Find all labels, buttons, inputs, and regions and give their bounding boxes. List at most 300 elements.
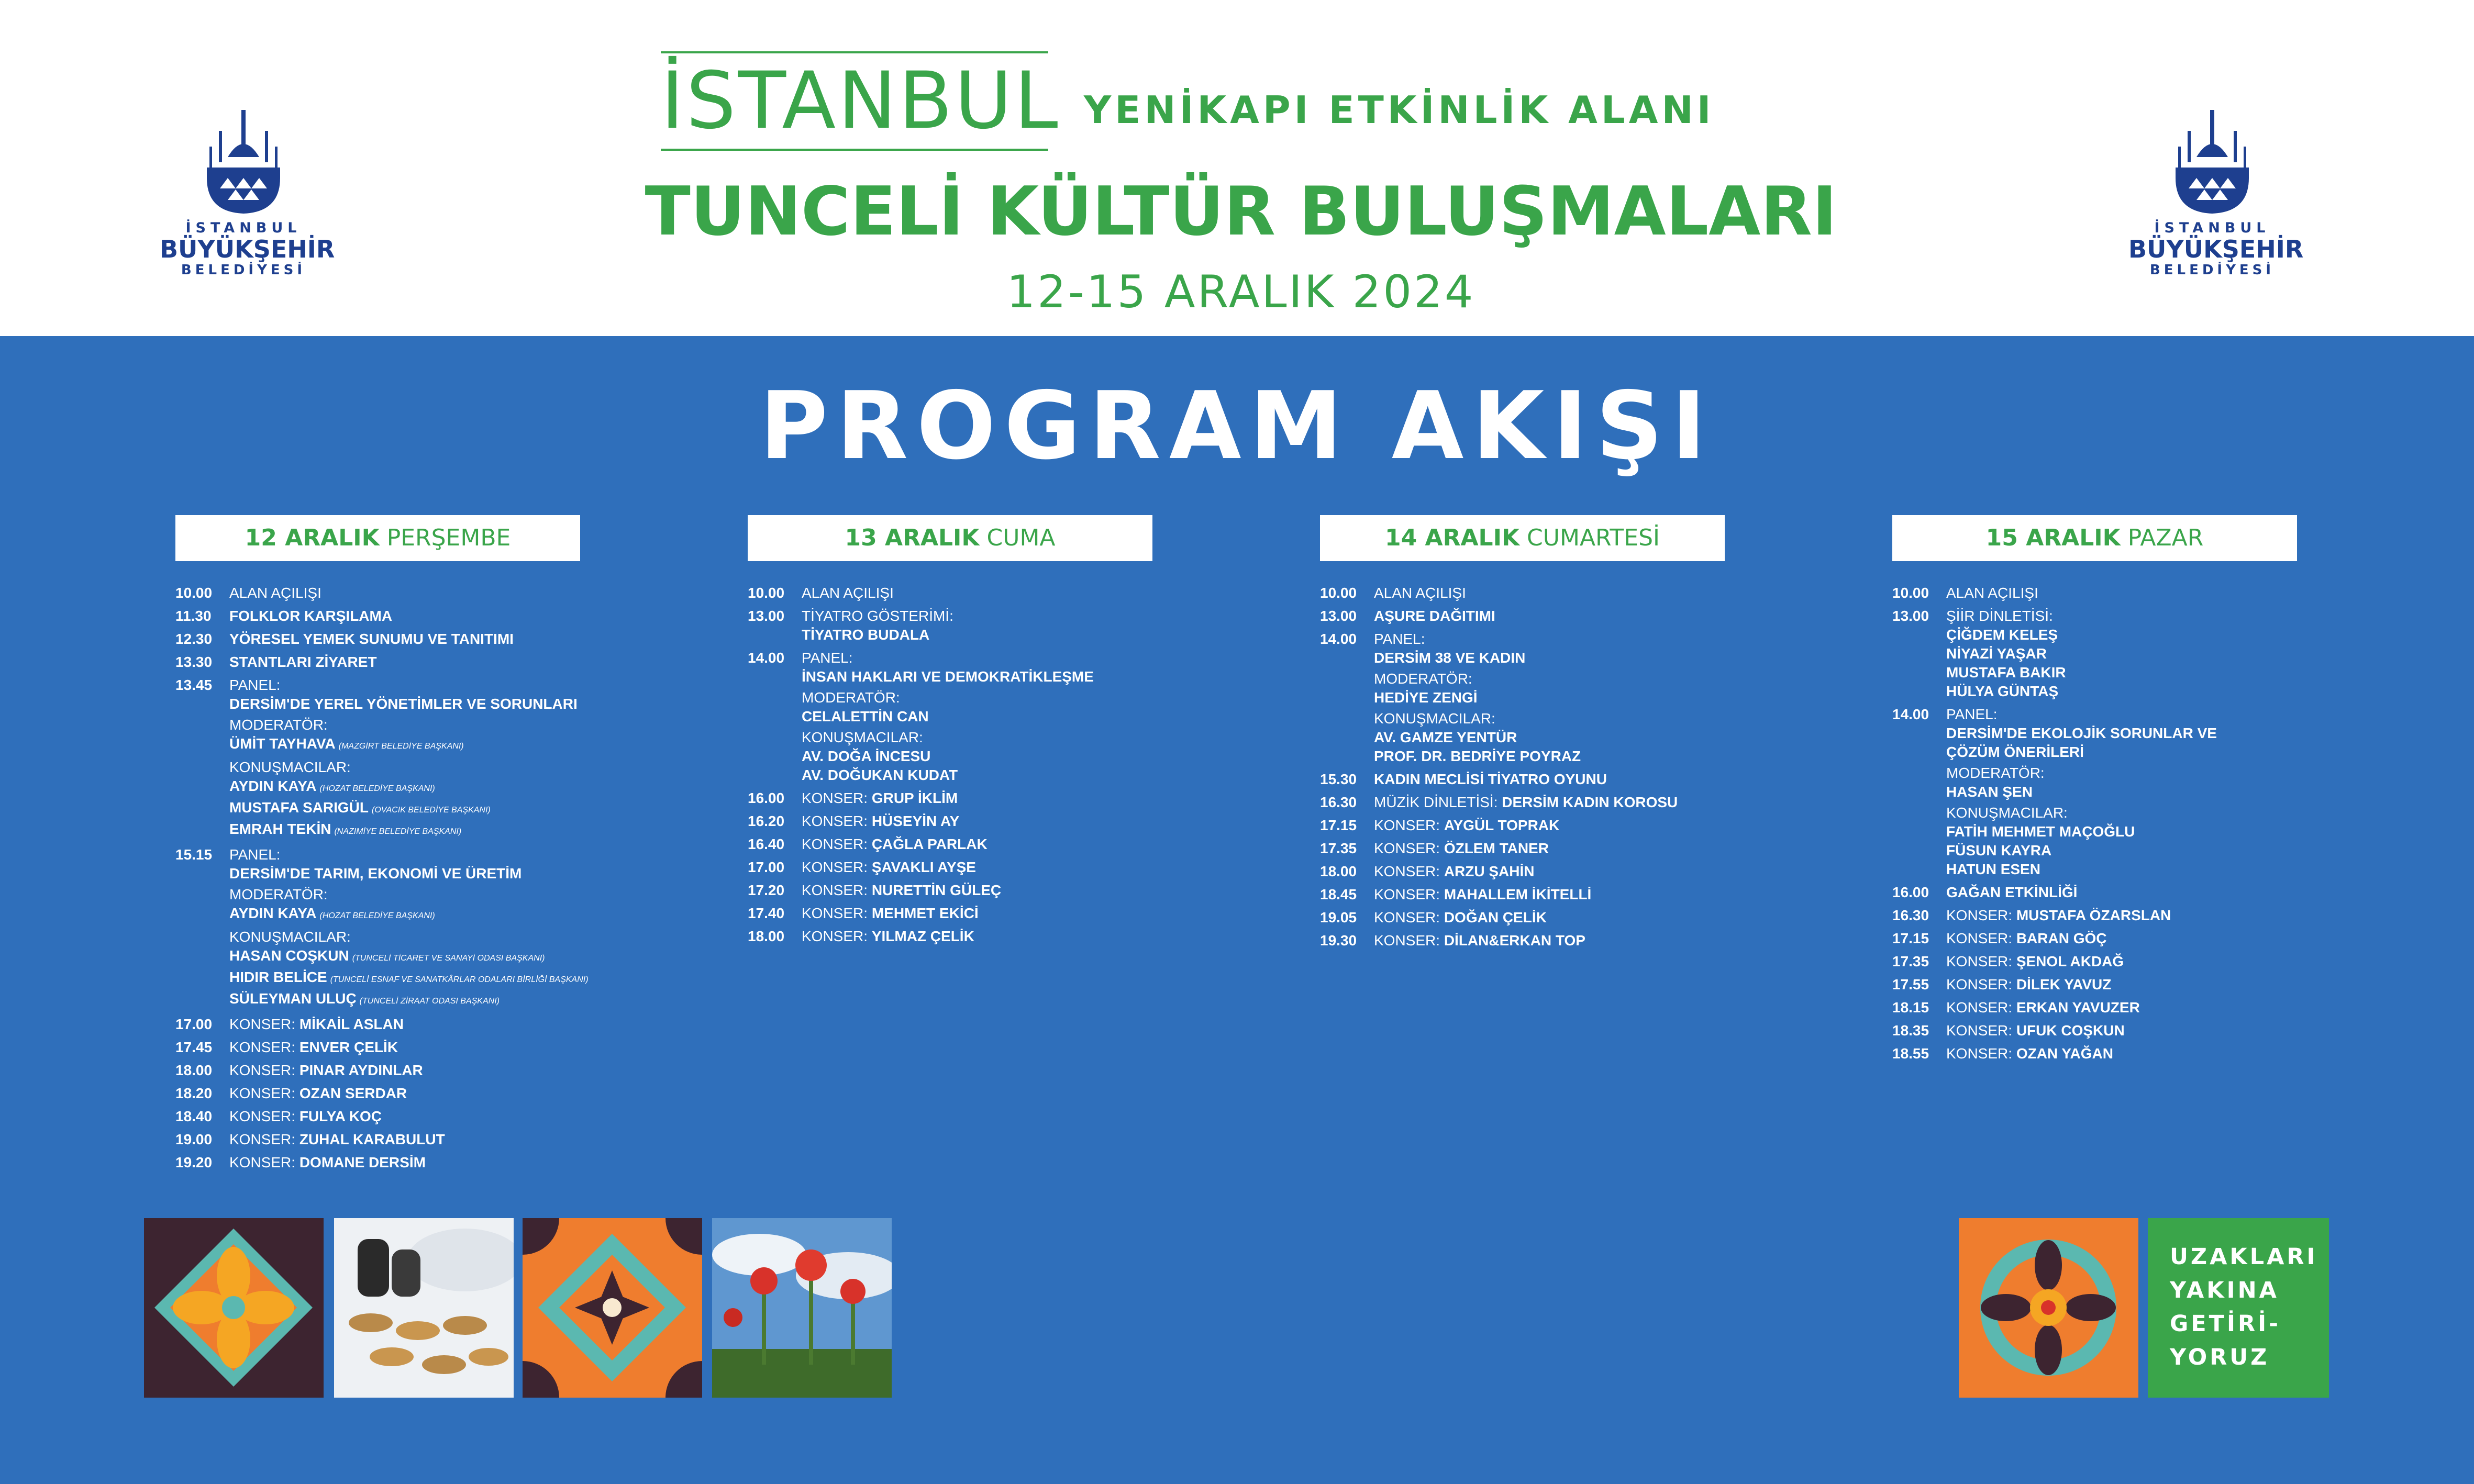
schedule-row xyxy=(1892,1044,2426,1063)
schedule-row xyxy=(1320,885,1854,904)
event-body xyxy=(1374,885,1854,904)
event-label: KONSER: xyxy=(1946,907,2013,923)
event-time: 18.45 xyxy=(1320,886,1357,902)
event-body xyxy=(802,881,1282,900)
schedule-row xyxy=(1892,952,2426,971)
event-time: 17.45 xyxy=(175,1039,213,1055)
event-time: 16.30 xyxy=(1892,907,1929,923)
event-time: 10.00 xyxy=(1892,585,1929,601)
event-time: 17.55 xyxy=(1892,976,1929,992)
schedule-row xyxy=(1320,607,1854,626)
speaker-name: HASAN COŞKUN xyxy=(229,947,349,964)
event-time: 17.20 xyxy=(748,882,785,898)
event-value: AŞURE DAĞITIMI xyxy=(1374,608,1495,624)
day-date: 15 ARALIK xyxy=(1985,525,2121,551)
speakers-group xyxy=(1946,804,2426,879)
schedule-row xyxy=(1892,883,2426,902)
event-value: ÇÖZÜM ÖNERİLERİ xyxy=(1946,744,2084,760)
schedule-row xyxy=(1892,584,2426,602)
moderator-name: AYDIN KAYA xyxy=(229,905,317,921)
event-body xyxy=(802,858,1282,877)
day-weekday: PERŞEMBE xyxy=(386,525,511,551)
event-time: 13.00 xyxy=(1892,608,1929,624)
performer-name: NİYAZİ YAŞAR xyxy=(1946,645,2047,662)
event-body xyxy=(1374,862,1854,881)
slogan-line: UZAKLARI xyxy=(2170,1244,2318,1270)
speakers-label: KONUŞMACILAR: xyxy=(1374,710,1495,727)
event-body xyxy=(229,1015,709,1034)
event-label: PANEL: xyxy=(229,846,281,863)
event-label: KONSER: xyxy=(229,1016,296,1032)
speaker-name: SÜLEYMAN ULUÇ xyxy=(229,990,357,1007)
event-value: ARZU ŞAHİN xyxy=(1444,863,1535,879)
event-line xyxy=(229,1130,709,1149)
event-label: KONSER: xyxy=(229,1039,296,1055)
schedule-list xyxy=(748,584,1282,946)
schedule-row xyxy=(175,1153,709,1172)
moderator-label: MODERATÖR: xyxy=(229,717,328,733)
moderator-label: MODERATÖR: xyxy=(1374,671,1472,687)
event-line xyxy=(802,789,1282,808)
schedule-row xyxy=(175,1061,709,1080)
event-label: KONSER: xyxy=(229,1108,296,1124)
schedule-list xyxy=(1892,584,2426,1063)
speaker-line xyxy=(229,820,709,841)
event-line xyxy=(802,927,1282,946)
event-time: 10.00 xyxy=(1320,585,1357,601)
schedule-row xyxy=(1320,816,1854,835)
event-label: PANEL: xyxy=(1374,631,1425,647)
event-body xyxy=(1374,839,1854,858)
event-time: 18.00 xyxy=(175,1062,213,1078)
event-line xyxy=(1946,1021,2426,1040)
event-body xyxy=(1374,584,1854,602)
event-label: KONSER: xyxy=(1374,817,1440,833)
moderator-name: HASAN ŞEN xyxy=(1946,784,2033,800)
schedule-row xyxy=(1892,998,2426,1017)
event-label: KONSER: xyxy=(229,1085,296,1101)
event-time: 17.35 xyxy=(1892,953,1929,969)
istanbul-wordmark: İSTANBUL xyxy=(661,51,1048,151)
schedule-row xyxy=(1892,1021,2426,1040)
ibb-logo-left xyxy=(160,110,335,298)
schedule-row xyxy=(748,812,1282,831)
event-time: 17.15 xyxy=(1892,930,1929,946)
event-body xyxy=(1374,793,1854,812)
event-body xyxy=(1946,952,2426,971)
moderator-line xyxy=(1374,688,1854,707)
event-value: ŞAVAKLI AYŞE xyxy=(871,859,976,875)
event-time: 11.30 xyxy=(175,608,212,624)
schedule-row xyxy=(1320,770,1854,789)
moderator-group xyxy=(229,885,709,925)
event-value: ÇAĞLA PARLAK xyxy=(871,836,988,852)
event-body xyxy=(229,1038,709,1057)
event-body xyxy=(1946,929,2426,948)
event-line xyxy=(802,835,1282,854)
event-label: PANEL: xyxy=(1946,706,1998,722)
event-value: AYGÜL TOPRAK xyxy=(1444,817,1560,833)
speakers-label: KONUŞMACILAR: xyxy=(229,759,351,775)
logo-line-3: BELEDİYESİ xyxy=(2149,262,2275,278)
event-time: 18.20 xyxy=(175,1085,213,1101)
event-label: PANEL: xyxy=(229,677,281,693)
event-value: MAHALLEM İKİTELLİ xyxy=(1444,886,1592,902)
schedule-row xyxy=(1320,839,1854,858)
event-label: KONSER: xyxy=(229,1062,296,1078)
event-body xyxy=(229,1084,709,1103)
event-dates: 12-15 ARALIK 2024 xyxy=(1006,266,1475,318)
event-value: PINAR AYDINLAR xyxy=(299,1062,423,1078)
speaker-name: HIDIR BELİCE xyxy=(229,969,327,985)
speaker-note: (TUNCELİ TİCARET VE SANAYİ ODASI BAŞKANI) xyxy=(352,954,545,963)
logo-line-2: BÜYÜKŞEHİR xyxy=(2128,235,2304,263)
event-label: KONSER: xyxy=(802,905,868,921)
event-value: DERSİM'DE TARIM, EKONOMİ VE ÜRETİM xyxy=(229,865,522,882)
event-label: KONSER: xyxy=(802,813,868,829)
event-value: FOLKLOR KARŞILAMA xyxy=(229,608,393,624)
schedule-row xyxy=(748,835,1282,854)
event-value: UFUK COŞKUN xyxy=(2016,1022,2125,1039)
event-time: 18.00 xyxy=(748,928,785,944)
event-time: 16.20 xyxy=(748,813,785,829)
event-time: 17.00 xyxy=(175,1016,213,1032)
event-time: 13.00 xyxy=(1320,608,1357,624)
moderator-label: MODERATÖR: xyxy=(802,689,900,706)
speaker-note: (HOZAT BELEDİYE BAŞKANI) xyxy=(319,784,435,793)
event-value: OZAN YAĞAN xyxy=(2016,1045,2113,1062)
event-time: 16.40 xyxy=(748,836,785,852)
photo-snow-bread xyxy=(334,1218,514,1398)
event-body xyxy=(1946,883,2426,902)
schedule-row xyxy=(748,584,1282,602)
event-body xyxy=(802,789,1282,808)
schedule-row xyxy=(175,584,709,602)
event-label: KONSER: xyxy=(1946,976,2013,992)
ornament-tile xyxy=(1959,1218,2138,1398)
event-time: 17.00 xyxy=(748,859,785,875)
event-label: KONSER: xyxy=(1374,863,1440,879)
day-column xyxy=(748,515,1282,950)
schedule-row xyxy=(1320,862,1854,881)
event-value: KADIN MECLİSİ TİYATRO OYUNU xyxy=(1374,771,1607,787)
schedule-row xyxy=(175,653,709,672)
speaker-note: (TUNCELİ ZİRAAT ODASI BAŞKANI) xyxy=(359,997,500,1006)
speaker-line xyxy=(802,747,1282,766)
slogan-line: YAKINA xyxy=(2170,1277,2279,1303)
event-body xyxy=(229,653,709,672)
event-line xyxy=(1946,975,2426,994)
event-body xyxy=(229,676,709,841)
event-value: DİLEK YAVUZ xyxy=(2016,976,2112,992)
event-time: 15.30 xyxy=(1320,771,1357,787)
logo-line-2: BÜYÜKŞEHİR xyxy=(160,235,335,263)
event-line xyxy=(1946,1044,2426,1063)
event-body xyxy=(229,1130,709,1149)
performer-name: HÜLYA GÜNTAŞ xyxy=(1946,683,2059,699)
event-time: 14.00 xyxy=(1892,706,1929,722)
event-line xyxy=(802,812,1282,831)
event-label: MÜZİK DİNLETİSİ: xyxy=(1374,794,1498,810)
speaker-name: MUSTAFA SARIGÜL xyxy=(229,799,369,816)
event-label: PANEL: xyxy=(802,650,853,666)
event-body xyxy=(1946,998,2426,1017)
schedule-row xyxy=(175,1130,709,1149)
day-weekday: PAZAR xyxy=(2127,525,2204,551)
day-header xyxy=(175,515,580,561)
event-value: FULYA KOÇ xyxy=(299,1108,382,1124)
moderator-name: CELALETTİN CAN xyxy=(802,708,929,724)
event-line xyxy=(1374,793,1854,812)
event-time: 18.55 xyxy=(1892,1045,1929,1062)
event-time: 19.20 xyxy=(175,1154,213,1170)
schedule-row xyxy=(175,1107,709,1126)
schedule-row xyxy=(1892,975,2426,994)
speakers-group xyxy=(229,758,709,841)
event-label: KONSER: xyxy=(1374,840,1440,856)
event-value: GRUP İKLİM xyxy=(871,790,958,806)
speaker-note: (TUNCELİ ESNAF VE SANATKÂRLAR ODALARI BİRLİĞİ BAŞKANI) xyxy=(330,975,589,984)
event-label: KONSER: xyxy=(1946,999,2013,1016)
speaker-name: AV. GAMZE YENTÜR xyxy=(1374,729,1517,745)
event-body xyxy=(1946,584,2426,602)
event-time: 18.15 xyxy=(1892,999,1929,1016)
event-label: KONSER: xyxy=(1374,909,1440,925)
event-value: ENVER ÇELİK xyxy=(299,1039,398,1055)
speaker-name: FÜSUN KAYRA xyxy=(1946,842,2052,858)
moderator-group xyxy=(802,688,1282,726)
event-time: 19.05 xyxy=(1320,909,1357,925)
event-time: 10.00 xyxy=(748,585,785,601)
ornament-tile xyxy=(523,1218,702,1398)
event-label: ŞİİR DİNLETİSİ: xyxy=(1946,608,2053,624)
event-value: DOĞAN ÇELİK xyxy=(1444,909,1547,925)
event-title: TUNCELİ KÜLTÜR BULUŞMALARI xyxy=(645,173,1837,251)
performer-name: ÇİĞDEM KELEŞ xyxy=(1946,627,2058,643)
speaker-line xyxy=(802,766,1282,785)
event-label: KONSER: xyxy=(229,1131,296,1147)
event-time: 10.00 xyxy=(175,585,213,601)
speaker-name: HATUN ESEN xyxy=(1946,861,2040,877)
event-body xyxy=(802,649,1282,785)
program-title: PROGRAM AKIŞI xyxy=(759,372,1715,480)
moderator-group xyxy=(1946,764,2426,801)
schedule-row xyxy=(1320,584,1854,602)
event-label: ALAN AÇILIŞI xyxy=(802,585,894,601)
day-date: 13 ARALIK xyxy=(845,525,980,551)
moderator-note: (HOZAT BELEDİYE BAŞKANI) xyxy=(319,911,435,920)
event-time: 13.30 xyxy=(175,654,213,670)
moderator-group xyxy=(1374,670,1854,707)
event-line xyxy=(1946,906,2426,925)
speaker-line xyxy=(1946,822,2426,841)
schedule-row xyxy=(1892,705,2426,879)
event-value: OZAN SERDAR xyxy=(299,1085,407,1101)
schedule-row xyxy=(1892,929,2426,948)
event-body xyxy=(1946,975,2426,994)
schedule-row xyxy=(1892,906,2426,925)
speaker-name: PROF. DR. BEDRİYE POYRAZ xyxy=(1374,748,1581,764)
event-body xyxy=(229,584,709,602)
event-body xyxy=(802,835,1282,854)
event-value: ÖZLEM TANER xyxy=(1444,840,1549,856)
event-body xyxy=(802,584,1282,602)
schedule-row xyxy=(1320,908,1854,927)
event-value: ERKAN YAVUZER xyxy=(2016,999,2140,1016)
day-header xyxy=(1892,515,2297,561)
moderator-name: HEDİYE ZENGİ xyxy=(1374,689,1478,706)
speaker-line xyxy=(229,798,709,820)
event-value: YILMAZ ÇELİK xyxy=(871,928,974,944)
header xyxy=(0,0,2474,336)
event-value: ZUHAL KARABULUT xyxy=(299,1131,445,1147)
event-line xyxy=(802,904,1282,923)
moderator-group xyxy=(229,716,709,756)
event-body xyxy=(1374,816,1854,835)
event-value: MEHMET EKİCİ xyxy=(871,905,979,921)
slogan-line: GETİRİ- xyxy=(2170,1311,2281,1337)
schedule-row xyxy=(748,858,1282,877)
schedule-row xyxy=(748,927,1282,946)
event-body xyxy=(1946,1044,2426,1063)
event-value: DERSİM'DE YEREL YÖNETİMLER VE SORUNLARI xyxy=(229,696,578,712)
event-body xyxy=(229,845,709,1011)
schedule-row xyxy=(175,676,709,841)
day-date: 12 ARALIK xyxy=(245,525,380,551)
event-value: YÖRESEL YEMEK SUNUMU VE TANITIMI xyxy=(229,631,514,647)
event-label: KONSER: xyxy=(1946,1045,2013,1062)
schedule-row xyxy=(1320,630,1854,766)
event-value: MUSTAFA ÖZARSLAN xyxy=(2016,907,2171,923)
performer-name: MUSTAFA BAKIR xyxy=(1946,664,2066,680)
day-column xyxy=(1892,515,2426,1067)
speaker-name: AV. DOĞA İNCESU xyxy=(802,748,931,764)
event-time: 17.40 xyxy=(748,905,785,921)
moderator-line xyxy=(229,734,709,756)
event-time: 19.30 xyxy=(1320,932,1357,949)
schedule-row xyxy=(175,1084,709,1103)
slogan-line: YORUZ xyxy=(2170,1344,2270,1370)
ibb-crest-icon xyxy=(199,110,288,215)
speaker-line xyxy=(1374,747,1854,766)
event-label: KONSER: xyxy=(1946,953,2013,969)
event-value: BARAN GÖÇ xyxy=(2016,930,2107,946)
red-flowers-photo-icon xyxy=(712,1218,892,1398)
event-label: TİYATRO GÖSTERİMİ: xyxy=(802,608,953,624)
speakers-group xyxy=(802,728,1282,785)
moderator-name: ÜMİT TAYHAVA xyxy=(229,735,336,752)
schedule-row xyxy=(175,1038,709,1057)
event-value: DERSİM KADIN KOROSU xyxy=(1502,794,1678,810)
speakers-group xyxy=(229,928,709,1011)
event-time: 16.00 xyxy=(748,790,785,806)
event-time: 18.40 xyxy=(175,1108,213,1124)
schedule-row xyxy=(175,630,709,649)
schedule-row xyxy=(748,607,1282,644)
event-body xyxy=(1374,770,1854,789)
speakers-label: KONUŞMACILAR: xyxy=(1946,805,2068,821)
event-label: ALAN AÇILIŞI xyxy=(1374,585,1466,601)
event-line xyxy=(1946,929,2426,948)
speakers-label: KONUŞMACILAR: xyxy=(229,929,351,945)
event-body xyxy=(1374,630,1854,766)
schedule-row xyxy=(748,904,1282,923)
event-label: KONSER: xyxy=(229,1154,296,1170)
event-value: DERSİM 38 VE KADIN xyxy=(1374,650,1526,666)
speaker-note: (NAZIMİYE BELEDİYE BAŞKANI) xyxy=(334,827,462,836)
day-column xyxy=(1320,515,1854,954)
event-time: 14.00 xyxy=(748,650,785,666)
event-line xyxy=(1374,885,1854,904)
event-line xyxy=(229,1015,709,1034)
event-label: KONSER: xyxy=(1946,930,2013,946)
speaker-name: EMRAH TEKİN xyxy=(229,821,331,837)
speaker-line xyxy=(229,989,709,1011)
moderator-label: MODERATÖR: xyxy=(1946,765,2045,781)
logo-line-1: İSTANBUL xyxy=(2154,220,2270,236)
schedule-list xyxy=(1320,584,1854,950)
event-line xyxy=(229,1153,709,1172)
schedule-list xyxy=(175,584,709,1172)
day-column xyxy=(175,515,709,1176)
moderator-label: MODERATÖR: xyxy=(229,886,328,902)
schedule-row xyxy=(748,789,1282,808)
event-body xyxy=(802,812,1282,831)
event-body xyxy=(229,607,709,626)
event-body xyxy=(229,1153,709,1172)
slogan-box xyxy=(2148,1218,2329,1398)
day-header xyxy=(748,515,1152,561)
venue-title: YENİKAPI ETKİNLİK ALANI xyxy=(1084,88,1715,132)
speakers-label: KONUŞMACILAR: xyxy=(802,729,923,745)
event-body xyxy=(1374,607,1854,626)
ornament-motif-icon xyxy=(1959,1218,2138,1398)
event-body xyxy=(1946,1021,2426,1040)
event-line xyxy=(229,1107,709,1126)
event-body xyxy=(229,1107,709,1126)
ibb-logo-right xyxy=(2128,110,2304,298)
event-body xyxy=(1374,931,1854,950)
event-value: GAĞAN ETKİNLİĞİ xyxy=(1946,884,2078,900)
speaker-line xyxy=(229,968,709,989)
event-time: 18.35 xyxy=(1892,1022,1929,1039)
event-line xyxy=(1374,839,1854,858)
event-body xyxy=(229,630,709,649)
day-weekday: CUMARTESİ xyxy=(1527,525,1660,551)
event-time: 16.00 xyxy=(1892,884,1929,900)
speaker-name: FATİH MEHMET MAÇOĞLU xyxy=(1946,823,2135,840)
day-date: 14 ARALIK xyxy=(1385,525,1520,551)
event-label: KONSER: xyxy=(802,859,868,875)
event-label: KONSER: xyxy=(1374,886,1440,902)
event-body xyxy=(802,607,1282,644)
event-label: KONSER: xyxy=(802,882,868,898)
speaker-line xyxy=(229,946,709,968)
event-value: DERSİM'DE EKOLOJİK SORUNLAR VE xyxy=(1946,725,2217,741)
schedule-row xyxy=(1892,607,2426,701)
schedule-row xyxy=(175,1015,709,1034)
schedule-row xyxy=(175,607,709,626)
event-line xyxy=(1374,862,1854,881)
logo-line-1: İSTANBUL xyxy=(185,220,302,236)
event-value: TİYATRO BUDALA xyxy=(802,627,930,643)
event-line xyxy=(1374,816,1854,835)
event-body xyxy=(229,1061,709,1080)
photo-red-flowers xyxy=(712,1218,892,1398)
event-label: KONSER: xyxy=(802,836,868,852)
event-body xyxy=(1374,908,1854,927)
snow-bread-photo-icon xyxy=(334,1218,514,1398)
